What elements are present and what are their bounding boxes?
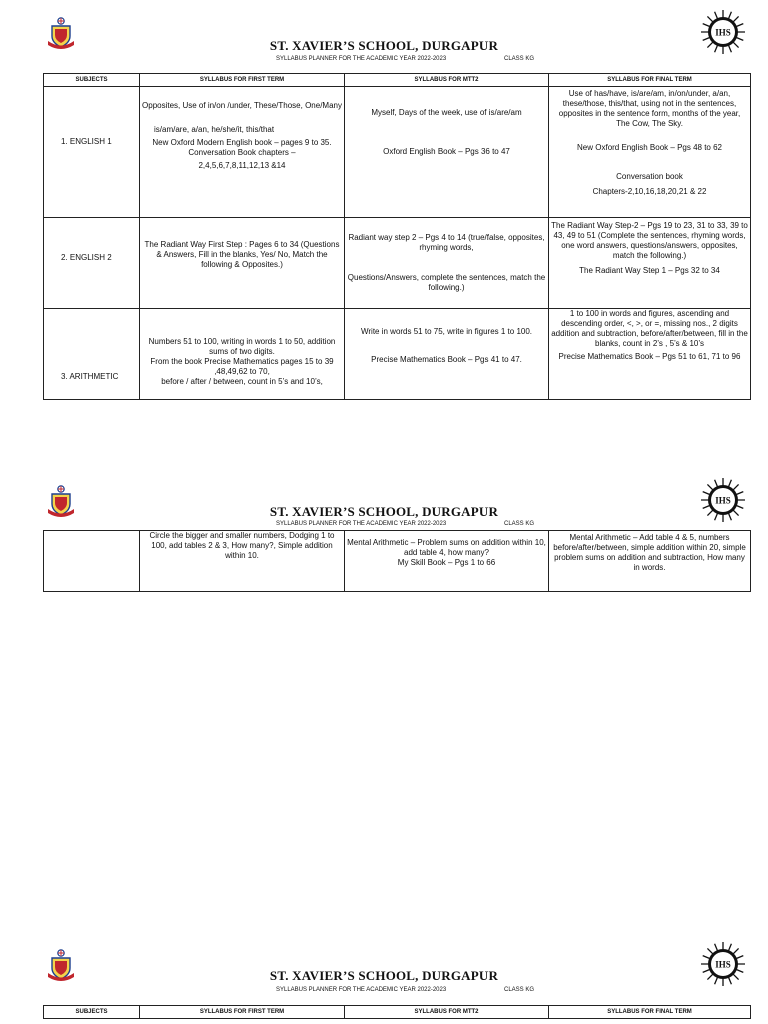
table-row bbox=[44, 218, 751, 309]
mtt2-cell bbox=[345, 87, 549, 218]
subject-english-2: 2. ENGLISH 2 bbox=[61, 253, 112, 262]
header-first-term: SYLLABUS FOR FIRST TERM bbox=[140, 74, 345, 87]
cell-text: Numbers 51 to 100, writing in words 1 to 50, addition sums of two digits. bbox=[148, 337, 336, 356]
header-mtt2: SYLLABUS FOR MTT2 bbox=[345, 74, 549, 87]
cell-text: Circle the bigger and smaller numbers, Dodging 1 to 100, add tables 2 & 3, How many?, Simple addition within 10. bbox=[149, 531, 335, 560]
cell-text: The Radiant Way Step 1 – Pgs 32 to 34 bbox=[579, 266, 720, 275]
cell-text: The Radiant Way Step-2 – Pgs 19 to 23, 31 to 33, 39 to 43, 49 to 51 (Complete the sentences, rhyming words, one word answers, questions/answers, opposites, match the following.) bbox=[551, 221, 748, 260]
subject-cell bbox=[44, 87, 140, 218]
final-term-cell bbox=[549, 309, 751, 400]
cell-text: before / after / between, count in 5’s and 10’s, bbox=[161, 377, 323, 386]
class-label: CLASS KG bbox=[504, 987, 535, 993]
mtt2-cell bbox=[345, 218, 549, 309]
header-final-term: SYLLABUS FOR FINAL TERM bbox=[549, 74, 751, 87]
table-header-row bbox=[44, 1006, 751, 1019]
cell-text: Myself, Days of the week, use of is/are/am bbox=[371, 108, 522, 117]
first-term-cell bbox=[140, 218, 345, 309]
cell-text: The Radiant Way First Step : Pages 6 to 34 (Questions & Answers, Fill in the blanks, Yes/ No, Match the following & Opposites.) bbox=[144, 240, 340, 269]
school-title: ST. XAVIER’S SCHOOL, DURGAPUR bbox=[269, 38, 499, 53]
subject-cell bbox=[44, 218, 140, 309]
cell-text: Questions/Answers, complete the sentences, match the following.) bbox=[347, 273, 546, 292]
header-mtt2: SYLLABUS FOR MTT2 bbox=[345, 1006, 549, 1019]
syllabus-table bbox=[43, 73, 751, 400]
final-term-cell bbox=[549, 218, 751, 309]
syllabus-table-continued bbox=[43, 530, 751, 592]
table-row bbox=[44, 309, 751, 400]
table-row bbox=[44, 531, 751, 592]
cell-text: Precise Mathematics Book – Pgs 41 to 47. bbox=[371, 355, 522, 364]
cell-text: My Skill Book – Pgs 1 to 66 bbox=[397, 558, 496, 567]
header-final-term: SYLLABUS FOR FINAL TERM bbox=[549, 1006, 751, 1019]
school-title: ST. XAVIER’S SCHOOL, DURGAPUR bbox=[269, 504, 499, 519]
subject-cell bbox=[44, 531, 140, 592]
class-label: CLASS KG bbox=[504, 521, 535, 527]
syllabus-table bbox=[43, 1005, 751, 1019]
cell-text: Precise Mathematics Book – Pgs 51 to 61, 71 to 96 bbox=[558, 352, 741, 361]
cell-text: Opposites, Use of in/on /under, These/Those, One/Many bbox=[142, 101, 342, 110]
mtt2-cell bbox=[345, 531, 549, 592]
cell-text: 2,4,5,6,7,8,11,12,13 &14 bbox=[198, 161, 286, 170]
cell-text: Mental Arithmetic – Problem sums on addition within 10, add table 4, how many? bbox=[347, 538, 546, 557]
planner-subtitle: SYLLABUS PLANNER FOR THE ACADEMIC YEAR 2022-2023 bbox=[276, 56, 447, 62]
planner-subtitle: SYLLABUS PLANNER FOR THE ACADEMIC YEAR 2022-2023 bbox=[276, 521, 447, 527]
cell-text: Use of has/have, is/are/am, in/on/under, a/an, these/those, this/that, using not in the sentences, opposites in the sentence form, months of the year, The Cow, The Sky. bbox=[558, 89, 741, 128]
cell-text: Write in words 51 to 75, write in figures 1 to 100. bbox=[360, 327, 533, 336]
cell-text: Conversation book bbox=[616, 172, 683, 181]
cell-text: is/am/are, a/an, he/she/it, this/that bbox=[154, 125, 275, 134]
first-term-cell bbox=[140, 531, 345, 592]
table-row bbox=[44, 87, 751, 218]
seal-text: IHS bbox=[715, 495, 731, 506]
cell-text: Conversation Book chapters – bbox=[188, 148, 296, 157]
subject-cell bbox=[44, 309, 140, 400]
cell-text: Radiant way step 2 – Pgs 4 to 14 (true/false, opposites, rhyming words, bbox=[348, 233, 545, 252]
cell-text: Mental Arithmetic – Add table 4 & 5, numbers before/after/between, simple addition within 20, simple problem sums on addition and subtraction, How many in words. bbox=[553, 533, 746, 572]
cell-text: Chapters-2,10,16,18,20,21 & 22 bbox=[592, 187, 707, 196]
seal-text: IHS bbox=[715, 959, 731, 970]
seal-text: IHS bbox=[715, 27, 731, 38]
subject-english-1: 1. ENGLISH 1 bbox=[61, 137, 112, 146]
first-term-cell bbox=[140, 309, 345, 400]
header-subjects: SUBJECTS bbox=[44, 74, 140, 87]
cell-text: New Oxford Modern English book – pages 9 to 35. bbox=[152, 138, 332, 147]
table-header-row bbox=[44, 74, 751, 87]
class-label: CLASS KG bbox=[504, 56, 535, 62]
cell-text: Oxford English Book – Pgs 36 to 47 bbox=[383, 147, 510, 156]
cell-text: From the book Precise Mathematics pages 15 to 39 ,48,49,62 to 70, bbox=[150, 357, 334, 376]
school-title: ST. XAVIER’S SCHOOL, DURGAPUR bbox=[269, 968, 499, 983]
subject-arithmetic: 3. ARITHMETIC bbox=[61, 372, 119, 381]
header-first-term: SYLLABUS FOR FIRST TERM bbox=[140, 1006, 345, 1019]
final-term-cell bbox=[549, 87, 751, 218]
final-term-cell bbox=[549, 531, 751, 592]
first-term-cell bbox=[140, 87, 345, 218]
cell-text: 1 to 100 in words and figures, ascending and descending order, <, >, or =, missing nos., 2 digits addition and subtraction, before/after/between, fill in the blanks, count in 2’s , 5’s & 10’s bbox=[551, 309, 748, 348]
header-subjects: SUBJECTS bbox=[44, 1006, 140, 1019]
planner-subtitle: SYLLABUS PLANNER FOR THE ACADEMIC YEAR 2022-2023 bbox=[276, 987, 447, 993]
cell-text: New Oxford English Book – Pgs 48 to 62 bbox=[577, 143, 722, 152]
mtt2-cell bbox=[345, 309, 549, 400]
